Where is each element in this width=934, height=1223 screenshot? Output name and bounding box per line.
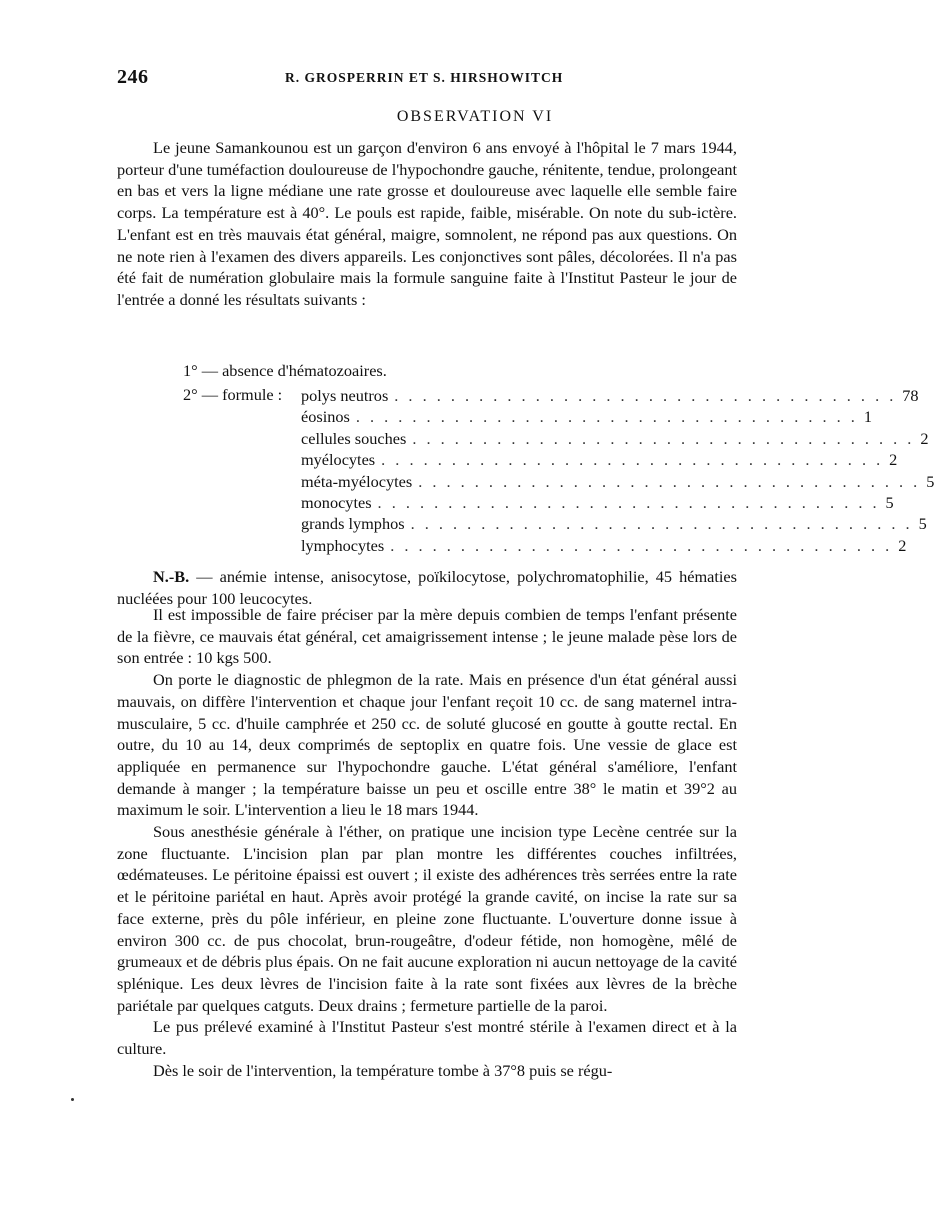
section-title: OBSERVATION VI <box>396 108 554 125</box>
formula-value: 1 <box>863 407 872 427</box>
formula-label: lymphocytes <box>301 535 385 555</box>
leader-dots: . . . . . . . . . . . . . . . . . . . . . . . . . . . . . . . . . . . . <box>377 492 880 512</box>
intro-paragraph-block <box>117 137 737 311</box>
formula-value: 78 <box>902 386 919 405</box>
page-number: 246 <box>117 66 149 88</box>
paragraph: Le pus prélevé examiné à l'Institut Pasteur s'est montré stérile à l'examen direct et à la culture. <box>117 1017 737 1059</box>
running-head: R. GROSPERRIN ET S. HIRSHOWITCH <box>285 70 564 85</box>
formula-row <box>301 492 894 513</box>
formula-label: cellules souches <box>301 428 407 448</box>
nb-label: N.-B. <box>153 567 190 586</box>
nb-paragraph <box>117 566 737 609</box>
paragraph: Sous anesthésie générale à l'éther, on pratique une incision type Lecène centrée sur la zone fluctuante. L'incision plan par plan montre les différentes couches infiltrées, œdémateuses. Le péritoine épaissi est ouvert ; il existe des adhérences très serrées entre la rate et le péritoine pariétal en haut. Après avoir protégé la grande cavité, on incise la rate sur sa face externe, près du pôle inférieur, en pleine zone fluctuante. L'ouverture donne issue à environ 300 cc. de pus chocolat, brun-rougeâtre, d'odeur fétide, non homogène, mêlé de grumeaux et de débris plus épais. On ne fait aucune exploration ni aucun nettoyage de la cavité splénique. Les deux lèvres de l'incision faite à la rate sont fixées aux lèvres de la brèche pariétale par quelques catguts. Deux drains ; fermeture partielle de la paroi. <box>117 822 737 1015</box>
formula-row <box>301 428 929 449</box>
formula-label: méta-myélocytes <box>301 471 413 491</box>
paragraph: Dès le soir de l'intervention, la température tombe à 37°8 puis se régu- <box>153 1060 613 1080</box>
formula-value: 5 <box>918 514 927 534</box>
formula-value: 2 <box>889 450 898 470</box>
formula-label: grands lymphos <box>301 514 405 534</box>
intro-paragraph: Le jeune Samankounou est un garçon d'environ 6 ans envoyé à l'hôpital le 7 mars 1944, porteur d'une tuméfaction douloureuse de l'hypochondre gauche, rénitente, tendue, prolongeant en bas et vers la ligne médiane une rate grosse et douloureuse avec laquelle elle semble faire corps. La température est à 40°. Le pouls est rapide, faible, misérable. On note du sub-ictère. L'enfant est en très mauvais état général, maigre, somnolent, ne répond pas aux questions. On ne note rien à l'examen des divers appareils. Les conjonctives sont pâles, décolorées. Il n'a pas été fait de numération globulaire mais la formule sanguine faite à l'Institut Pasteur le jour de l'entrée a donné les résultats suivants : <box>117 138 737 309</box>
formula-row <box>301 471 934 492</box>
nb-text: — anémie intense, anisocytose, poïkilocytose, polychromatophilie, 45 hématies nucléées pour 100 leucocytes. <box>117 567 737 608</box>
result-item-1: 1° — absence d'hématozoaires. <box>183 361 387 380</box>
leader-dots: . . . . . . . . . . . . . . . . . . . . . . . . . . . . . . . . . . . . <box>355 407 858 427</box>
body-text <box>117 604 737 1081</box>
formula-row <box>301 513 927 534</box>
leader-dots: . . . . . . . . . . . . . . . . . . . . . . . . . . . . . . . . . . . . <box>390 535 893 555</box>
nb-paragraph-block <box>117 566 737 609</box>
formula-row <box>301 406 872 427</box>
formula-label: éosinos <box>301 407 350 427</box>
formula-row <box>301 449 898 470</box>
formula-row <box>301 385 919 406</box>
formula-lead: 2° — formule : <box>183 385 283 404</box>
margin-mark <box>71 1098 74 1101</box>
leader-dots: . . . . . . . . . . . . . . . . . . . . . . . . . . . . . . . . . . . . <box>381 450 884 470</box>
paragraph: Il est impossible de faire préciser par la mère depuis combien de temps l'enfant présente de la fièvre, ce mauvais état général, cet amaigrissement intense ; le jeune malade pèse lors de son entrée : 10 kgs 500. <box>117 605 737 668</box>
formula-label: myélocytes <box>301 450 376 470</box>
leader-dots: . . . . . . . . . . . . . . . . . . . . . . . . . . . . . . . . . . . . <box>394 386 897 405</box>
leader-dots: . . . . . . . . . . . . . . . . . . . . . . . . . . . . . . . . . . . . <box>412 428 915 448</box>
formula-label: monocytes <box>301 492 372 512</box>
formula-value: 2 <box>898 535 907 555</box>
formula-label: polys neutros <box>301 386 389 405</box>
formula-row <box>301 535 907 556</box>
formula-value: 5 <box>926 471 934 491</box>
formula-table <box>301 385 934 556</box>
leader-dots: . . . . . . . . . . . . . . . . . . . . . . . . . . . . . . . . . . . . <box>418 471 921 491</box>
page-header <box>117 66 737 92</box>
leader-dots: . . . . . . . . . . . . . . . . . . . . . . . . . . . . . . . . . . . . <box>410 514 913 534</box>
paragraph: On porte le diagnostic de phlegmon de la rate. Mais en présence d'un état général aussi mauvais, on diffère l'intervention et chaque jour l'enfant reçoit 10 cc. de sang maternel intra-musculaire, 5 cc. d'huile camphrée et 250 cc. de soluté glucosé en goutte à goutte rectal. En outre, du 10 au 14, deux comprimés de septoplix en quatre fois. Une vessie de glace est appliquée en permanence sur l'hypochondre gauche. L'état général s'améliore, l'enfant demande à manger ; la température baisse un peu et oscille entre 38° le matin et 39°2 au maximum le soir. L'intervention a lieu le 18 mars 1944. <box>117 670 737 820</box>
formula-value: 5 <box>885 492 894 512</box>
formula-value: 2 <box>920 428 929 448</box>
results-list <box>183 360 683 382</box>
